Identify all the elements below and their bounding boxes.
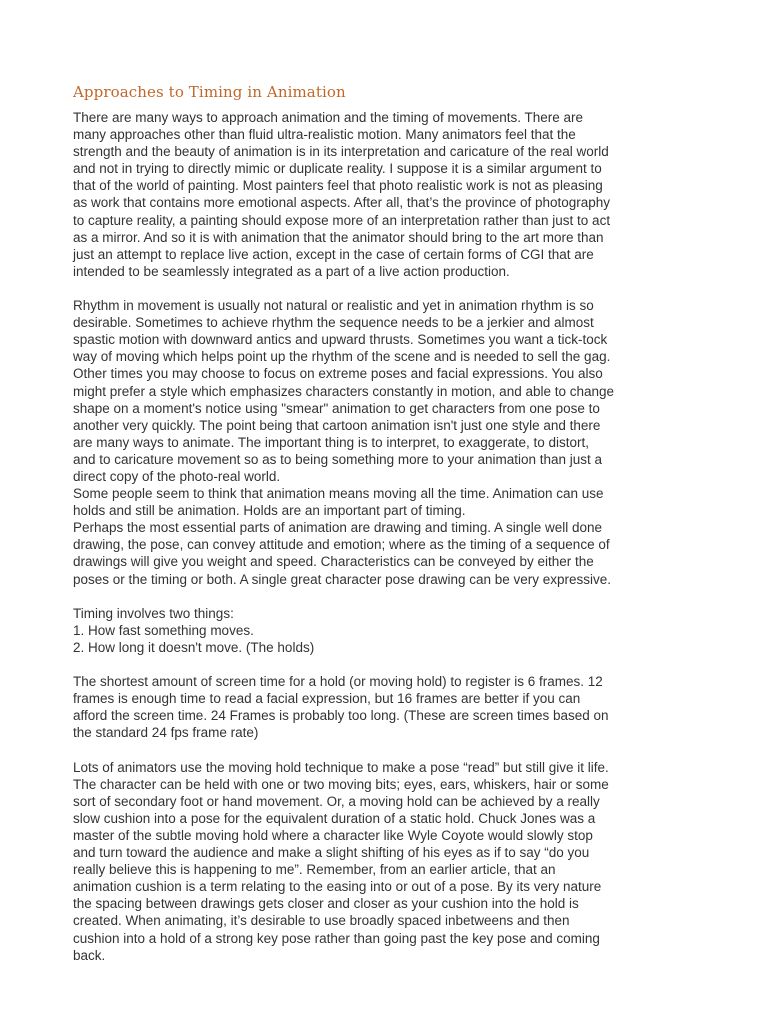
text-line: as a mirror. And so it is with animation that the animator should bring to the art more than — [73, 229, 604, 245]
text-line: frames is enough time to read a facial expression, but 16 frames are better if you can — [73, 691, 581, 707]
text-line: The shortest amount of screen time for a hold (or moving hold) to register is 6 frames. 12 — [73, 674, 603, 690]
text-line: and to caricature movement so as to being something more to your animation than just a — [73, 451, 603, 467]
text-line: 2. How long it doesn't move. (The holds) — [73, 639, 315, 655]
text-line: Perhaps the most essential parts of animation are drawing and timing. A single well done — [73, 520, 603, 536]
text-line: strength and the beauty of animation is in its interpretation and caricature of the real world — [73, 144, 609, 160]
text-line: spastic motion with downward antics and upward thrusts. Sometimes you want a tick-tock — [73, 332, 608, 348]
paragraph-gap — [73, 588, 703, 605]
text-line: really believe this is happening to me”. Remember, from an earlier article, that an — [73, 862, 556, 878]
text-line: that of the world of painting. Most painters feel that photo realistic work is not as pleasing — [73, 178, 603, 194]
paragraph-gap — [73, 656, 703, 673]
text-line: The character can be held with one or two moving bits; eyes, ears, whiskers, hair or some — [73, 776, 609, 792]
text-line: There are many ways to approach animation and the timing of movements. There are — [73, 110, 584, 125]
text-line: just an attempt to replace live action, except in the case of certain forms of CGI that are — [73, 246, 594, 262]
text-line: drawings will give you weight and speed. Characteristics can be conveyed by either the — [73, 554, 594, 570]
text-line: and not in trying to directly mimic or duplicate reality. I suppose it is a similar argument to — [73, 161, 602, 177]
text-line: sort of secondary foot or hand movement. Or, a moving hold can be achieved by a really — [73, 793, 600, 809]
text-line: drawing, the pose, can convey attitude and emotion; where as the timing of a sequence of — [73, 537, 610, 553]
text-line: poses or the timing or both. A single great character pose drawing can be very expressive. — [73, 571, 612, 587]
text-line: as work that contains more emotional aspects. After all, that’s the province of photography — [73, 195, 611, 211]
text-line: shape on a moment's notice using "smear" animation to get characters from one pose to — [73, 400, 600, 416]
text-line: animation cushion is a term relating to the easing into or out of a pose. By its very nature — [73, 879, 602, 895]
text-line: back. — [73, 947, 106, 963]
text-line: many approaches other than fluid ultra-realistic motion. Many animators feel that the — [73, 127, 576, 143]
text-line: Lots of animators use the moving hold technique to make a pose “read” but still give it life. — [73, 759, 609, 775]
article-body — [73, 109, 703, 964]
text-line: created. When animating, it’s desirable to use broadly spaced inbetweens and then — [73, 913, 570, 929]
text-line: Timing involves two things: — [73, 605, 234, 621]
text-line: 1. How fast something moves. — [73, 622, 254, 638]
text-line: master of the subtle moving hold where a character like Wyle Coyote would slowly stop — [73, 827, 593, 843]
text-line: direct copy of the photo-real world. — [73, 468, 281, 484]
text-line: desirable. Sometimes to achieve rhythm the sequence needs to be a jerkier and almost — [73, 315, 594, 331]
text-line: to capture reality, a painting should expose more of an interpretation rather than just to act — [73, 212, 611, 228]
text-line: slow cushion into a pose for the equivalent duration of a static hold. Chuck Jones was a — [73, 810, 596, 826]
text-line: and turn toward the audience and make a slight shifting of his eyes as if to say “do you — [73, 845, 590, 861]
text-line: Other times you may choose to focus on extreme poses and facial expressions. You also — [73, 366, 603, 382]
article-title: Approaches to Timing in Animation — [73, 83, 346, 101]
text-line: holds and still be animation. Holds are an important part of timing. — [73, 503, 466, 519]
text-line: another very quickly. The point being that cartoon animation isn't just one style and there — [73, 417, 601, 433]
text-line: way of moving which helps point up the rhythm of the scene and is needed to sell the gag. — [73, 349, 611, 365]
text-line: the spacing between drawings gets closer and closer as your cushion into the hold is — [73, 896, 579, 912]
paragraph-gap — [73, 280, 703, 297]
text-line: Rhythm in movement is usually not natural or realistic and yet in animation rhythm is so — [73, 298, 594, 314]
text-line: cushion into a hold of a strong key pose rather than going past the key pose and coming — [73, 930, 600, 946]
text-line: might prefer a style which emphasizes characters constantly in motion, and able to change — [73, 383, 615, 399]
text-line: intended to be seamlessly integrated as a part of a live action production. — [73, 263, 510, 279]
text-line: afford the screen time. 24 Frames is probably too long. (These are screen times based on — [73, 708, 609, 724]
text-line: the standard 24 fps frame rate) — [73, 725, 259, 741]
text-line: are many ways to animate. The important thing is to interpret, to exaggerate, to distort, — [73, 434, 590, 450]
text-line: Some people seem to think that animation means moving all the time. Animation can use — [73, 486, 604, 502]
paragraph-gap — [73, 741, 703, 758]
